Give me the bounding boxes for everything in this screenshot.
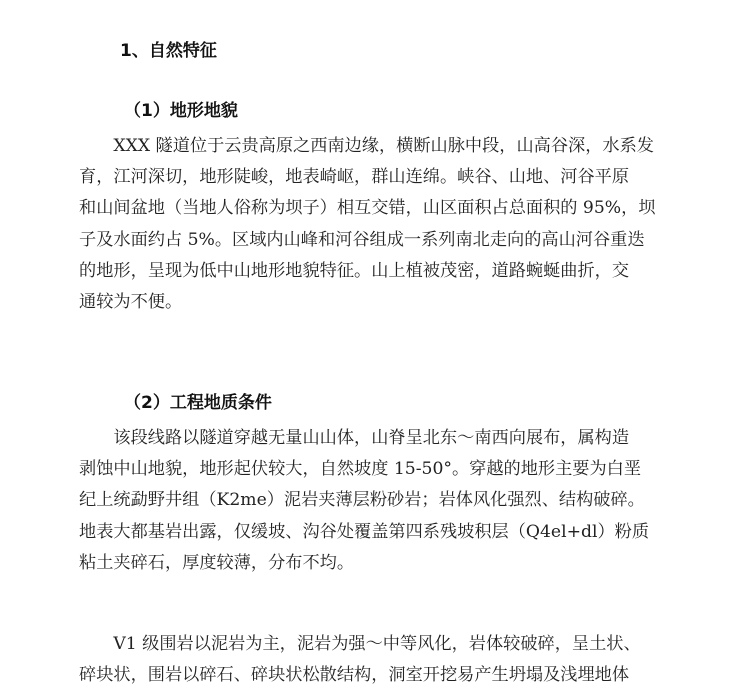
paragraph-geology: 该段线路以隧道穿越无量山山体，山脊呈北东～南西向展布，属构造 剥蚀中山地貌，地形起伏较大，自然坡度 15-50°。穿越的地形主要为白垩 纪上统勐野井组（K2me）泥岩夹薄层粉砂岩；岩体风化强烈、结构破碎。 地表大都基岩出露，仅缓坡、沟谷处覆盖第四系残坡积层（Q4el+dl）粉质 粘土夹碎石，厚度较薄，分布不均。 <box>79 428 650 573</box>
paragraph-surrounding-rock: V1 级围岩以泥岩为主，泥岩为强～中等风化，岩体较破碎，呈土状、 碎块状，围岩以碎石、碎块状松散结构，洞室开挖易产生坍塌及浅埋地体 <box>79 634 641 686</box>
subsection-heading-geology: （2）工程地质条件 <box>124 393 272 413</box>
paragraph-terrain: XXX 隧道位于云贵高原之西南边缘，横断山脉中段，山高谷深，水系发 育，江河深切，地形陡峻，地表崎岖，群山连绵。峡谷、山地、河谷平原 和山间盆地（当地人俗称为坝子）相互交错，山区面积占总面积的 95%，坝 子及水面约占 5%。区域内山峰和河谷组成一系列南北走向的高山河谷重迭 的地形，呈现为低中山地形地貌特征。山上植被茂密，道路蜿蜒曲折，交 通较为不便。 <box>79 136 656 313</box>
subsection-heading-terrain: （1）地形地貌 <box>124 101 238 121</box>
section-title: 1、自然特征 <box>120 41 217 61</box>
